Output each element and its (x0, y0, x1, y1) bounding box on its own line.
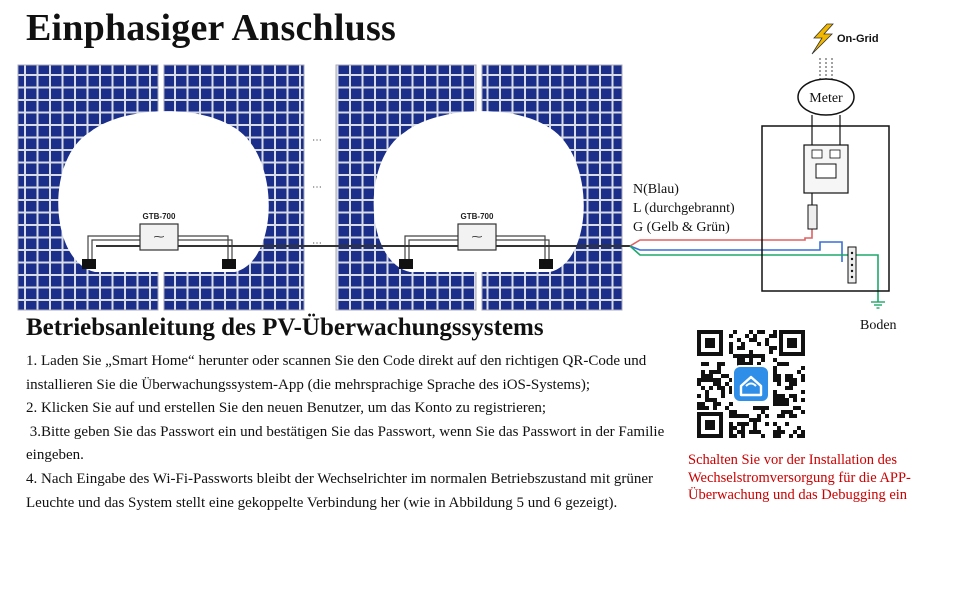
microinverter-1 (140, 212, 178, 250)
inverter-label: GTB-700 (460, 212, 494, 221)
neutral-wire (630, 242, 842, 262)
connector (82, 259, 96, 269)
instruction-step: 1. Laden Sie „Smart Home“ herunter oder scannen Sie den Code direkt auf den richtigen QR-Code und installieren Sie die Überwachungssystem-App (die mehrsprachige Sprache des iOS-Systems); (26, 353, 647, 393)
instruction-list (26, 350, 676, 515)
microinverter-2 (458, 212, 496, 250)
ground-wire (630, 246, 878, 302)
smart-home-app-icon (733, 366, 769, 402)
svg-text:⋯: ⋯ (312, 238, 322, 249)
warning-note: Schalten Sie vor der Installation des Wechselstromversorgung für die APP-Überwachung und das Debugging ein (688, 452, 911, 503)
instruction-step: 3.Bitte geben Sie das Passwort ein und bestätigen Sie das Passwort, wenn Sie das Passwort in der Familie eingeben. (26, 423, 669, 464)
connector (399, 259, 413, 269)
instruction-step: 4. Nach Eingabe des Wi-Fi-Passworts bleibt der Wechselrichter im normalen Betriebszustand mit grüner Leuchte und das System stellt eine gekoppelte Verbindung her (wie in Abbildung 5 und 6 gezeigt). (26, 470, 654, 511)
lightning-icon (812, 24, 833, 54)
manual-heading: Betriebsanleitung des PV-Überwachungssystems (26, 314, 544, 341)
svg-text:⁓: ⁓ (153, 230, 165, 243)
inverter-label: GTB-700 (142, 212, 176, 221)
svg-text:⋯: ⋯ (312, 135, 322, 146)
connector (222, 259, 236, 269)
svg-text:⋯: ⋯ (312, 182, 322, 193)
qr-code (695, 328, 807, 440)
neutral-label: N(Blau) (633, 182, 679, 197)
live-label: L (durchgebrannt) (633, 201, 735, 216)
ground-label: Boden (860, 318, 897, 333)
instruction-step: 2. Klicken Sie auf und erstellen Sie den neuen Benutzer, um das Konto zu registrieren; (26, 400, 547, 417)
connector (539, 259, 553, 269)
fuse (808, 205, 817, 229)
grid-label: On-Grid (837, 33, 879, 45)
ground-label-wire: G (Gelb & Grün) (633, 220, 730, 235)
meter-label: Meter (809, 91, 843, 106)
page-title: Einphasiger Anschluss (26, 7, 396, 49)
ground-icon (871, 302, 885, 308)
svg-text:⁓: ⁓ (471, 230, 483, 243)
